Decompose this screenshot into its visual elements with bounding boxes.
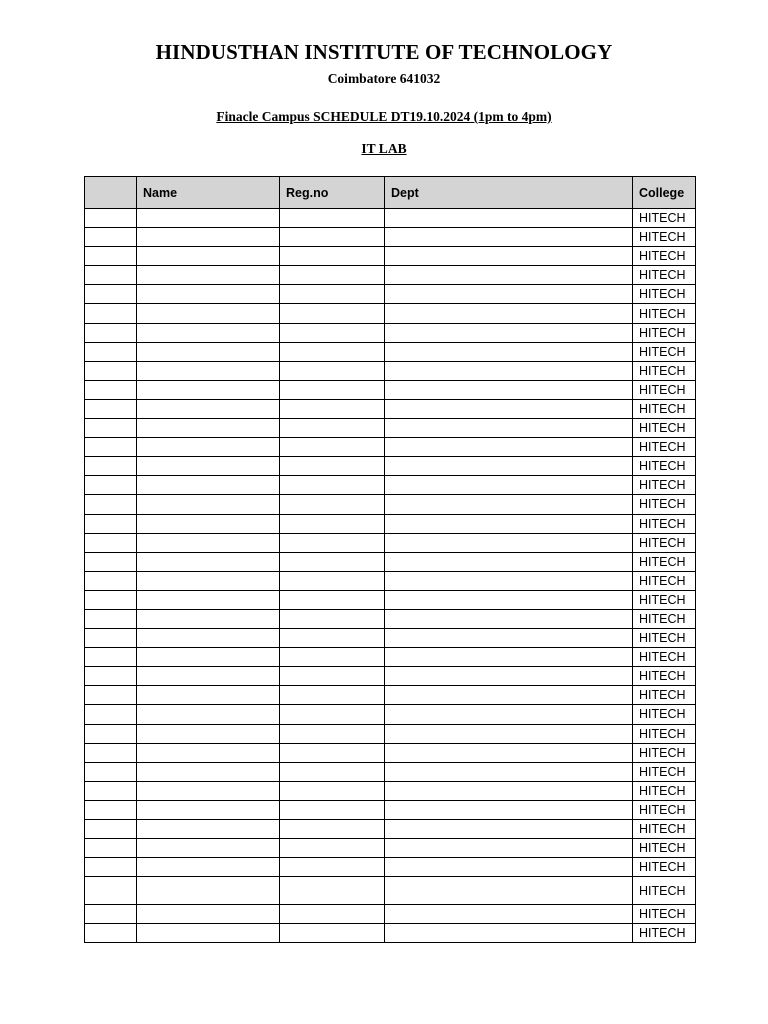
row-regno-cell — [280, 724, 385, 743]
row-college-cell: HITECH — [633, 342, 696, 361]
table-row — [85, 380, 696, 399]
row-dept-cell — [385, 533, 633, 552]
row-sno-cell — [85, 924, 137, 943]
row-sno-cell — [85, 476, 137, 495]
row-dept-cell — [385, 304, 633, 323]
row-dept-cell — [385, 247, 633, 266]
row-regno-cell — [280, 342, 385, 361]
row-name-cell — [137, 533, 280, 552]
row-college-cell: HITECH — [633, 609, 696, 628]
row-sno-cell — [85, 209, 137, 228]
row-regno-cell — [280, 361, 385, 380]
row-name-cell — [137, 743, 280, 762]
table-row — [85, 495, 696, 514]
row-sno-cell — [85, 762, 137, 781]
row-name-cell — [137, 266, 280, 285]
row-dept-cell — [385, 800, 633, 819]
row-sno-cell — [85, 820, 137, 839]
row-college-cell: HITECH — [633, 228, 696, 247]
row-name-cell — [137, 609, 280, 628]
table-row — [85, 648, 696, 667]
row-regno-cell — [280, 552, 385, 571]
row-regno-cell — [280, 781, 385, 800]
row-college-cell: HITECH — [633, 820, 696, 839]
row-regno-cell — [280, 743, 385, 762]
table-row — [85, 877, 696, 905]
row-name-cell — [137, 323, 280, 342]
row-regno-cell — [280, 514, 385, 533]
row-regno-cell — [280, 762, 385, 781]
row-name-cell — [137, 228, 280, 247]
row-sno-cell — [85, 629, 137, 648]
row-regno-cell — [280, 399, 385, 418]
row-regno-cell — [280, 380, 385, 399]
table-row — [85, 781, 696, 800]
lab-heading: IT LAB — [361, 141, 407, 156]
row-name-cell — [137, 438, 280, 457]
row-college-cell: HITECH — [633, 476, 696, 495]
row-name-cell — [137, 924, 280, 943]
row-regno-cell — [280, 457, 385, 476]
row-name-cell — [137, 514, 280, 533]
row-regno-cell — [280, 533, 385, 552]
row-dept-cell — [385, 648, 633, 667]
row-sno-cell — [85, 667, 137, 686]
table-row — [85, 667, 696, 686]
row-regno-cell — [280, 877, 385, 905]
row-sno-cell — [85, 800, 137, 819]
row-college-cell: HITECH — [633, 839, 696, 858]
row-name-cell — [137, 247, 280, 266]
row-college-cell: HITECH — [633, 858, 696, 877]
row-name-cell — [137, 705, 280, 724]
institute-location: Coimbatore 641032 — [327, 71, 441, 86]
row-dept-cell — [385, 590, 633, 609]
row-regno-cell — [280, 686, 385, 705]
column-header-sno — [85, 177, 137, 209]
row-regno-cell — [280, 820, 385, 839]
row-college-cell: HITECH — [633, 781, 696, 800]
row-sno-cell — [85, 247, 137, 266]
row-dept-cell — [385, 877, 633, 905]
row-college-cell: HITECH — [633, 323, 696, 342]
row-regno-cell — [280, 323, 385, 342]
table-row — [85, 552, 696, 571]
row-college-cell: HITECH — [633, 247, 696, 266]
row-dept-cell — [385, 686, 633, 705]
row-name-cell — [137, 285, 280, 304]
row-name-cell — [137, 476, 280, 495]
row-sno-cell — [85, 380, 137, 399]
row-college-cell: HITECH — [633, 438, 696, 457]
row-college-cell: HITECH — [633, 380, 696, 399]
table-row — [85, 590, 696, 609]
column-header-regno: Reg.no — [280, 177, 385, 209]
row-name-cell — [137, 590, 280, 609]
row-name-cell — [137, 905, 280, 924]
row-dept-cell — [385, 228, 633, 247]
column-header-dept: Dept — [385, 177, 633, 209]
row-dept-cell — [385, 323, 633, 342]
row-dept-cell — [385, 705, 633, 724]
row-dept-cell — [385, 476, 633, 495]
row-name-cell — [137, 724, 280, 743]
row-regno-cell — [280, 419, 385, 438]
row-dept-cell — [385, 858, 633, 877]
row-regno-cell — [280, 629, 385, 648]
row-sno-cell — [85, 839, 137, 858]
row-name-cell — [137, 877, 280, 905]
row-college-cell: HITECH — [633, 399, 696, 418]
row-name-cell — [137, 800, 280, 819]
table-row — [85, 705, 696, 724]
row-name-cell — [137, 419, 280, 438]
row-college-cell: HITECH — [633, 724, 696, 743]
row-regno-cell — [280, 495, 385, 514]
column-header-college: College — [633, 177, 696, 209]
row-regno-cell — [280, 667, 385, 686]
row-dept-cell — [385, 743, 633, 762]
row-dept-cell — [385, 495, 633, 514]
row-college-cell: HITECH — [633, 552, 696, 571]
table-row — [85, 476, 696, 495]
table-row — [85, 609, 696, 628]
table-row — [85, 858, 696, 877]
row-name-cell — [137, 380, 280, 399]
row-dept-cell — [385, 571, 633, 590]
table-row — [85, 629, 696, 648]
row-sno-cell — [85, 533, 137, 552]
row-sno-cell — [85, 438, 137, 457]
row-dept-cell — [385, 762, 633, 781]
table-row — [85, 228, 696, 247]
row-sno-cell — [85, 571, 137, 590]
row-college-cell: HITECH — [633, 743, 696, 762]
row-name-cell — [137, 858, 280, 877]
row-sno-cell — [85, 858, 137, 877]
row-sno-cell — [85, 495, 137, 514]
row-name-cell — [137, 304, 280, 323]
row-name-cell — [137, 762, 280, 781]
row-regno-cell — [280, 247, 385, 266]
row-regno-cell — [280, 571, 385, 590]
row-college-cell: HITECH — [633, 533, 696, 552]
row-sno-cell — [85, 228, 137, 247]
row-name-cell — [137, 781, 280, 800]
row-regno-cell — [280, 609, 385, 628]
row-dept-cell — [385, 667, 633, 686]
table-row — [85, 724, 696, 743]
row-dept-cell — [385, 457, 633, 476]
row-regno-cell — [280, 905, 385, 924]
table-row — [85, 266, 696, 285]
table-row — [85, 514, 696, 533]
row-regno-cell — [280, 209, 385, 228]
row-college-cell: HITECH — [633, 457, 696, 476]
schedule-heading: Finacle Campus SCHEDULE DT19.10.2024 (1pm to 4pm) — [216, 109, 552, 124]
row-name-cell — [137, 552, 280, 571]
row-regno-cell — [280, 648, 385, 667]
row-name-cell — [137, 686, 280, 705]
row-dept-cell — [385, 924, 633, 943]
row-college-cell: HITECH — [633, 686, 696, 705]
row-regno-cell — [280, 858, 385, 877]
table-row — [85, 304, 696, 323]
row-sno-cell — [85, 743, 137, 762]
table-row — [85, 905, 696, 924]
row-dept-cell — [385, 514, 633, 533]
row-sno-cell — [85, 648, 137, 667]
row-sno-cell — [85, 705, 137, 724]
row-regno-cell — [280, 924, 385, 943]
row-regno-cell — [280, 285, 385, 304]
row-name-cell — [137, 667, 280, 686]
row-name-cell — [137, 629, 280, 648]
table-row — [85, 762, 696, 781]
table-row — [85, 743, 696, 762]
row-dept-cell — [385, 781, 633, 800]
table-row — [85, 686, 696, 705]
table-row — [85, 800, 696, 819]
row-dept-cell — [385, 380, 633, 399]
row-college-cell: HITECH — [633, 590, 696, 609]
row-regno-cell — [280, 705, 385, 724]
row-name-cell — [137, 648, 280, 667]
row-sno-cell — [85, 686, 137, 705]
row-dept-cell — [385, 820, 633, 839]
row-regno-cell — [280, 266, 385, 285]
table-row — [85, 533, 696, 552]
row-dept-cell — [385, 266, 633, 285]
table-row — [85, 839, 696, 858]
row-sno-cell — [85, 609, 137, 628]
table-row — [85, 247, 696, 266]
table-row — [85, 438, 696, 457]
row-sno-cell — [85, 905, 137, 924]
row-dept-cell — [385, 342, 633, 361]
table-row — [85, 209, 696, 228]
table-row — [85, 820, 696, 839]
row-sno-cell — [85, 342, 137, 361]
row-college-cell: HITECH — [633, 285, 696, 304]
row-sno-cell — [85, 285, 137, 304]
table-header — [85, 177, 696, 209]
row-sno-cell — [85, 514, 137, 533]
institute-title: HINDUSTHAN INSTITUTE OF TECHNOLOGY — [155, 40, 613, 64]
row-sno-cell — [85, 552, 137, 571]
row-regno-cell — [280, 839, 385, 858]
row-dept-cell — [385, 905, 633, 924]
row-sno-cell — [85, 419, 137, 438]
row-regno-cell — [280, 800, 385, 819]
row-college-cell: HITECH — [633, 762, 696, 781]
row-college-cell: HITECH — [633, 667, 696, 686]
row-sno-cell — [85, 361, 137, 380]
table-row — [85, 342, 696, 361]
row-sno-cell — [85, 457, 137, 476]
row-dept-cell — [385, 285, 633, 304]
row-college-cell: HITECH — [633, 877, 696, 905]
row-sno-cell — [85, 323, 137, 342]
row-name-cell — [137, 571, 280, 590]
row-regno-cell — [280, 228, 385, 247]
row-regno-cell — [280, 476, 385, 495]
row-college-cell: HITECH — [633, 361, 696, 380]
row-college-cell: HITECH — [633, 419, 696, 438]
row-college-cell: HITECH — [633, 209, 696, 228]
row-dept-cell — [385, 724, 633, 743]
header-row — [85, 177, 696, 209]
row-regno-cell — [280, 590, 385, 609]
row-regno-cell — [280, 438, 385, 457]
table-row — [85, 419, 696, 438]
row-dept-cell — [385, 209, 633, 228]
row-regno-cell — [280, 304, 385, 323]
table-row — [85, 571, 696, 590]
table-row — [85, 323, 696, 342]
row-dept-cell — [385, 552, 633, 571]
row-sno-cell — [85, 781, 137, 800]
attendance-table — [84, 176, 696, 943]
row-college-cell: HITECH — [633, 266, 696, 285]
table-row — [85, 285, 696, 304]
row-college-cell: HITECH — [633, 800, 696, 819]
row-name-cell — [137, 209, 280, 228]
table-row — [85, 399, 696, 418]
row-name-cell — [137, 361, 280, 380]
row-sno-cell — [85, 266, 137, 285]
row-sno-cell — [85, 399, 137, 418]
row-name-cell — [137, 495, 280, 514]
row-name-cell — [137, 457, 280, 476]
row-dept-cell — [385, 419, 633, 438]
row-dept-cell — [385, 839, 633, 858]
row-name-cell — [137, 342, 280, 361]
row-college-cell: HITECH — [633, 304, 696, 323]
row-college-cell: HITECH — [633, 514, 696, 533]
row-college-cell: HITECH — [633, 905, 696, 924]
row-name-cell — [137, 399, 280, 418]
row-sno-cell — [85, 304, 137, 323]
row-name-cell — [137, 820, 280, 839]
row-name-cell — [137, 839, 280, 858]
row-dept-cell — [385, 609, 633, 628]
row-dept-cell — [385, 361, 633, 380]
row-dept-cell — [385, 629, 633, 648]
table-row — [85, 361, 696, 380]
column-header-name: Name — [137, 177, 280, 209]
table-row — [85, 924, 696, 943]
row-college-cell: HITECH — [633, 571, 696, 590]
row-college-cell: HITECH — [633, 705, 696, 724]
table-row — [85, 457, 696, 476]
table-body — [85, 209, 696, 943]
row-sno-cell — [85, 724, 137, 743]
row-sno-cell — [85, 590, 137, 609]
row-college-cell: HITECH — [633, 648, 696, 667]
row-dept-cell — [385, 399, 633, 418]
row-sno-cell — [85, 877, 137, 905]
row-dept-cell — [385, 438, 633, 457]
row-college-cell: HITECH — [633, 924, 696, 943]
row-college-cell: HITECH — [633, 495, 696, 514]
row-college-cell: HITECH — [633, 629, 696, 648]
